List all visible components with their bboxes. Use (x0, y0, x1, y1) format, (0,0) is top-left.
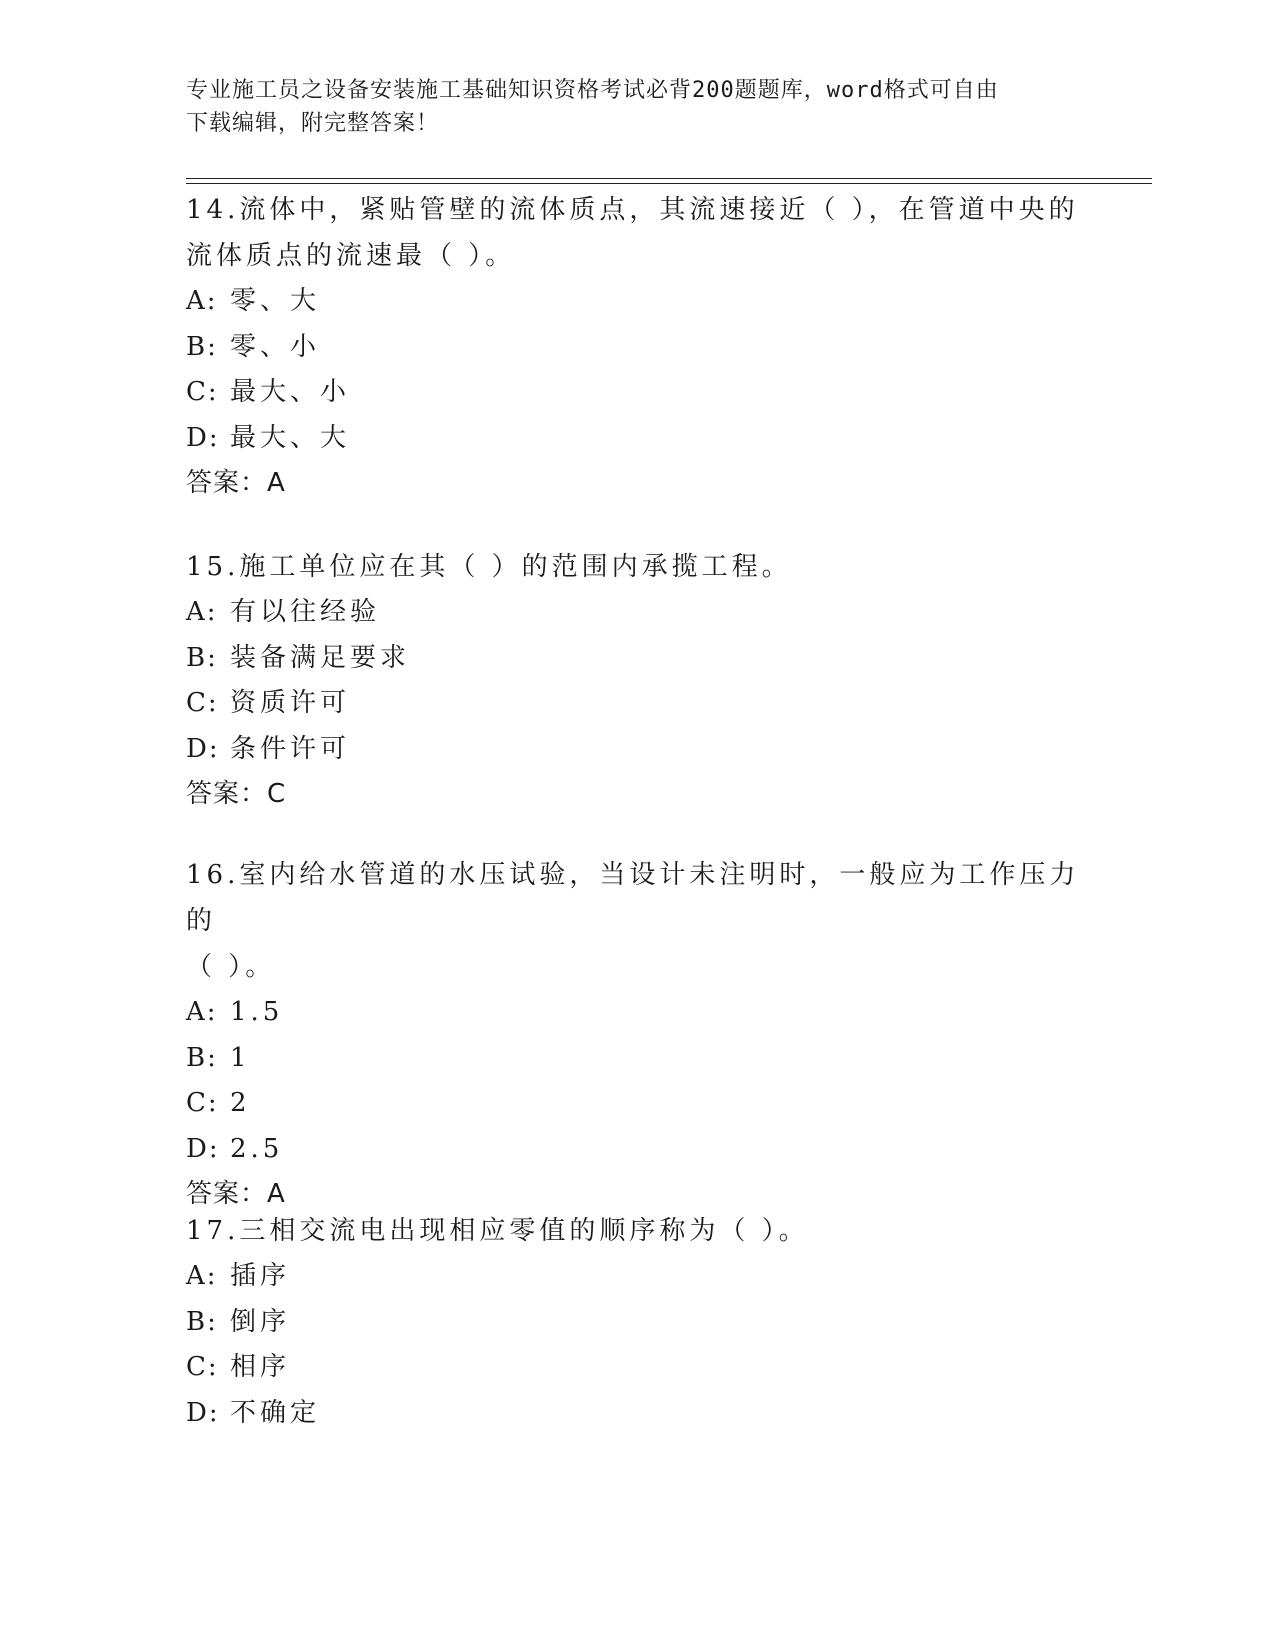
option-letter: B: (186, 1042, 218, 1073)
question-stem-line: 14.流体中，紧贴管壁的流体质点，其流速接近（ ），在管道中央的 (186, 195, 1079, 225)
option-c (186, 370, 1086, 416)
option-b (186, 1300, 1086, 1346)
option-a (186, 590, 1086, 636)
option-text: 最大、小 (230, 377, 351, 407)
option-letter: A: (186, 997, 218, 1027)
question-16 (186, 852, 1086, 1217)
option-d (186, 727, 1086, 773)
option-letter: D: (186, 1133, 220, 1164)
question-stem-line: 16.室内给水管道的水压试验，当设计未注明时，一般应为工作压力的 (186, 860, 1080, 936)
option-text: 零、大 (230, 286, 321, 316)
option-text: 最大、大 (230, 422, 351, 453)
option-d (186, 416, 1086, 462)
option-a (186, 1254, 1086, 1300)
header-line-2: 下载编辑，附完整答案！ (186, 111, 440, 136)
header-divider-top (186, 178, 1152, 179)
option-b (186, 636, 1086, 682)
answer-line: 答案：C (186, 779, 287, 809)
question-15 (186, 544, 1086, 817)
option-b (186, 325, 1086, 371)
option-text: 零、小 (230, 331, 321, 362)
option-text: 1 (230, 1042, 251, 1073)
option-letter: B: (186, 1306, 218, 1337)
option-letter: D: (186, 1397, 220, 1428)
answer-line: 答案：A (186, 468, 286, 498)
question-14 (186, 187, 1086, 506)
option-letter: A: (186, 286, 218, 316)
option-c (186, 1345, 1086, 1391)
option-letter: B: (186, 331, 218, 362)
option-text: 条件许可 (230, 733, 351, 764)
question-stem-line: 17.三相交流电出现相应零值的顺序称为（ ）。 (186, 1216, 809, 1246)
option-text: 有以往经验 (230, 597, 381, 627)
option-letter: D: (186, 422, 220, 453)
header-line-1: 专业施工员之设备安装施工基础知识资格考试必背200题题库，word格式可自由 (186, 78, 999, 103)
question-stem-line: 15.施工单位应在其（ ）的范围内承揽工程。 (186, 552, 792, 582)
option-letter: C: (186, 1088, 219, 1118)
option-letter: D: (186, 733, 220, 764)
option-letter: C: (186, 1352, 219, 1382)
option-d (186, 1391, 1086, 1437)
option-text: 相序 (230, 1352, 291, 1382)
document-header (186, 74, 1066, 140)
option-letter: A: (186, 1261, 218, 1291)
option-text: 不确定 (230, 1397, 321, 1428)
option-d (186, 1127, 1086, 1173)
option-b (186, 1036, 1086, 1082)
option-text: 1.5 (230, 997, 284, 1027)
option-c (186, 1081, 1086, 1127)
option-text: 装备满足要求 (230, 642, 411, 673)
option-text: 2.5 (230, 1133, 284, 1164)
question-17 (186, 1208, 1086, 1436)
option-c (186, 681, 1086, 727)
option-a (186, 279, 1086, 325)
header-divider-bottom (186, 183, 1152, 184)
option-letter: B: (186, 642, 218, 673)
option-text: 插序 (230, 1261, 291, 1291)
question-stem-line: 流体质点的流速最（ ）。 (186, 241, 516, 271)
option-text: 资质许可 (230, 688, 351, 718)
answer-line: 答案：A (186, 1179, 286, 1209)
option-text: 倒序 (230, 1306, 291, 1337)
option-a (186, 990, 1086, 1036)
question-stem-line: （ ）。 (186, 952, 276, 982)
option-letter: C: (186, 377, 219, 407)
option-letter: A: (186, 597, 218, 627)
option-text: 2 (230, 1088, 251, 1118)
option-letter: C: (186, 688, 219, 718)
